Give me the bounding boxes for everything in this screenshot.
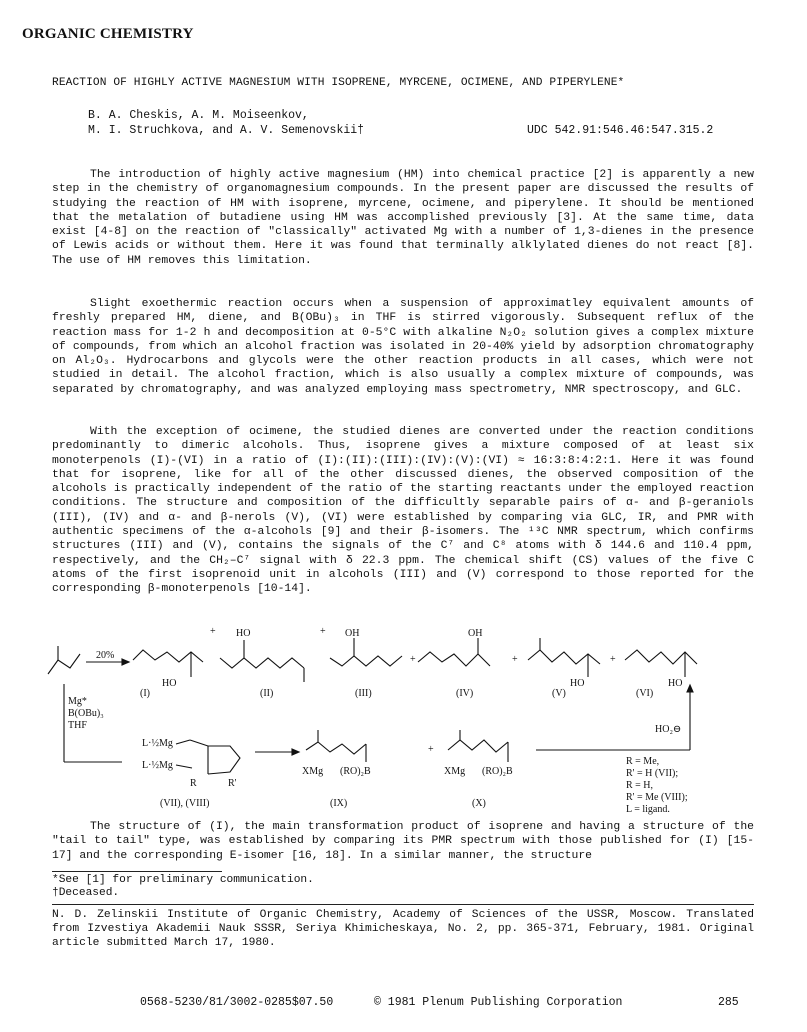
label-iii: (III) (355, 688, 372, 699)
structure-vii-viii (190, 740, 240, 774)
paragraph-1: The introduction of highly active magnesium (HM) into chemical practice [2] is apparently a new step in the chemistry of organomagnesium compounds. In the present paper are discussed the results of studying the reaction of HM with isoprene, myrcene, ocimene, and piperylene. It should be mentioned that the metalation of butadiene using HM was accomplished previously [3]. At the same time, data exist [4-8] on the reaction of "classically" activated Mg with a number of 1,3-dienes in the presence of Lewis acids or without them. Here it was found that terminally alklylated dienes do not react [8]. The use of HM removes this limitation. (52, 169, 754, 267)
footnote-rule (52, 871, 222, 872)
scheme-plus-1: + (210, 626, 216, 637)
arrow-yield-label: 20% (96, 650, 115, 661)
structure-iv (418, 652, 490, 666)
r-label: R (190, 778, 197, 789)
authors-line-1: B. A. Cheskis, A. M. Moiseenkov, (88, 109, 309, 122)
label-vi: (VI) (636, 688, 654, 699)
paragraph-2: Slight exoethermic reaction occurs when a suspension of approximatley equivalent amounts of freshly prepared HM, diene, and B(OBu)₃ in THF is stirred vigorously. Subsequent reflux of the reaction mass for 1-2 h and decomposition at 0-5°C with alkaline N₂O₂ solution gives a complex mixture of compounds, from which an alcohol fraction was isolated in 20-40% yield by adsorption chromatography on Al₂O₃. Hydrocarbons and glycols were the other reaction products in all cases, which were not studied in detail. The alcohol fraction, which is also usually a complex mixture of compounds, was separated by chromatography, and was analyzed employing mass spectrometry, NMR spectroscopy, and GLC. (52, 298, 754, 396)
label-ii: (II) (260, 688, 274, 699)
isoprene-structure (48, 654, 80, 674)
l-mg-label-1: L·½Mg (142, 738, 173, 749)
article-title: REACTION OF HIGHLY ACTIVE MAGNESIUM WITH ISOPRENE, MYRCENE, OCIMENE, AND PIPERYLENE* (52, 77, 625, 89)
journal-name: ORGANIC CHEMISTRY (22, 26, 194, 42)
authors-line-2: M. I. Struchkova, and A. V. Semenovskii† (88, 124, 365, 137)
paragraph-results (52, 425, 754, 597)
page-number: 285 (718, 996, 739, 1009)
def-line-2: R' = H (VII); (626, 768, 679, 779)
label-vii-viii: (VII), (VIII) (160, 798, 210, 809)
label-i: (I) (140, 688, 150, 699)
ho-label-v: HO (570, 678, 585, 689)
def-line-4: R' = Me (VIII); (626, 792, 688, 803)
ho-label-vi: HO (668, 678, 683, 689)
label-ix: (IX) (330, 798, 348, 809)
ro2b-label-x: (RO)₂B (482, 766, 513, 777)
footer-copyright: © 1981 Plenum Publishing Corporation (374, 996, 623, 1009)
structure-iii (330, 656, 402, 666)
structure-ii (220, 658, 304, 668)
xmg-label-ix: XMg (302, 766, 324, 777)
r-prime-label: R' (228, 778, 237, 789)
paragraph-4: The structure of (I), the main transformation product of isoprene and having a structure of the "tail to tail" type, was established by comparing its PMR spectrum with those published for (I) [15-17] and the corresponding E-isomer [16, 18]. In a similar manner, the structure (52, 821, 754, 862)
def-line-1: R = Me, (626, 756, 660, 767)
structure-ix (306, 742, 366, 754)
def-line-3: R = H, (626, 780, 654, 791)
label-iv: (IV) (456, 688, 474, 699)
oh-label-iii: OH (345, 628, 360, 639)
author-list (88, 108, 364, 138)
scheme-plus-3: + (410, 654, 416, 665)
l-mg-label-2: L·½Mg (142, 760, 173, 771)
peroxide-label: HO₂⊖ (655, 724, 682, 735)
scheme-plus-2: + (320, 626, 326, 637)
paragraph-procedure (52, 297, 754, 397)
footer-code: 0568-5230/81/3002-0285$07.50 (140, 996, 334, 1009)
reagent-mg: Mg* (68, 696, 87, 707)
xmg-label-x: XMg (444, 766, 466, 777)
paragraph-intro (52, 168, 754, 268)
affiliation-note: N. D. Zelinskii Institute of Organic Chemistry, Academy of Sciences of the USSR, Moscow. Translated from Izvestiya Akademii Nauk SSSR, Seriya Khimicheskaya, No. 2, pp. 365-371, February, 1981. Original article submitted March 17, 1980. (52, 909, 754, 949)
scheme-plus-4: + (512, 654, 518, 665)
reagent-borate: B(OBu)₃ (68, 708, 104, 719)
paragraph-structure (52, 820, 754, 863)
udc-code: UDC 542.91:546.46:547.315.2 (527, 124, 714, 137)
ho-label-i: HO (162, 678, 177, 689)
def-line-5: L = ligand. (626, 804, 670, 815)
structure-x (448, 740, 508, 752)
footnote-1: *See [1] for preliminary communication. (52, 874, 314, 886)
scheme-plus-5: + (610, 654, 616, 665)
structure-vi (625, 650, 697, 664)
ro2b-label-ix: (RO)₂B (340, 766, 371, 777)
reagent-thf: THF (68, 720, 87, 731)
label-v: (V) (552, 688, 566, 699)
affiliation-rule (52, 904, 754, 905)
scheme-plus-6: + (428, 744, 434, 755)
label-x: (X) (472, 798, 486, 809)
footnote-2: †Deceased. (52, 887, 120, 899)
ho-label-ii: HO (236, 628, 251, 639)
paragraph-3: With the exception of ocimene, the studied dienes are converted under the reaction conditions predominantly to dimeric alcohols. Thus, isoprene gives a mixture composed of at least six monoterpenols (I)-(VI) in a ratio of (I):(II):(III):(IV):(V):(VI) ≈ 16:3:8:4:2:1. Here it was found that for isoprene, like for all of the other discussed dienes, the observed composition of the alcohols is practically independent of the ratio of the starting reactants under the employed reaction conditions. The structure and composition of the difficultly separable pairs of α- and β-geraniols (III), (IV) and α- and β-nerols (V), (VI) were established by comparing via GLC, IR, and PMR with authentic specimens of the α-alcohols [9] and their β-isomers. The ¹³C NMR spectrum, which confirms structures (III) and (V), contains the signals of the C⁷ and C⁸ atoms with δ 144.6 and 110.4 ppm, respectively, and the CH₂–C⁷ signal with δ 22.3 ppm. The chemical shift (CS) values of the five C atoms of the first isoprenoid unit in alcohols (III) and (V) correspond to those reported for the corresponding β-monoterpenols [10-14]. (52, 426, 754, 596)
structure-i (133, 650, 203, 662)
oh-label-iv: OH (468, 628, 483, 639)
structure-v (528, 650, 600, 664)
reaction-scheme (40, 622, 770, 822)
